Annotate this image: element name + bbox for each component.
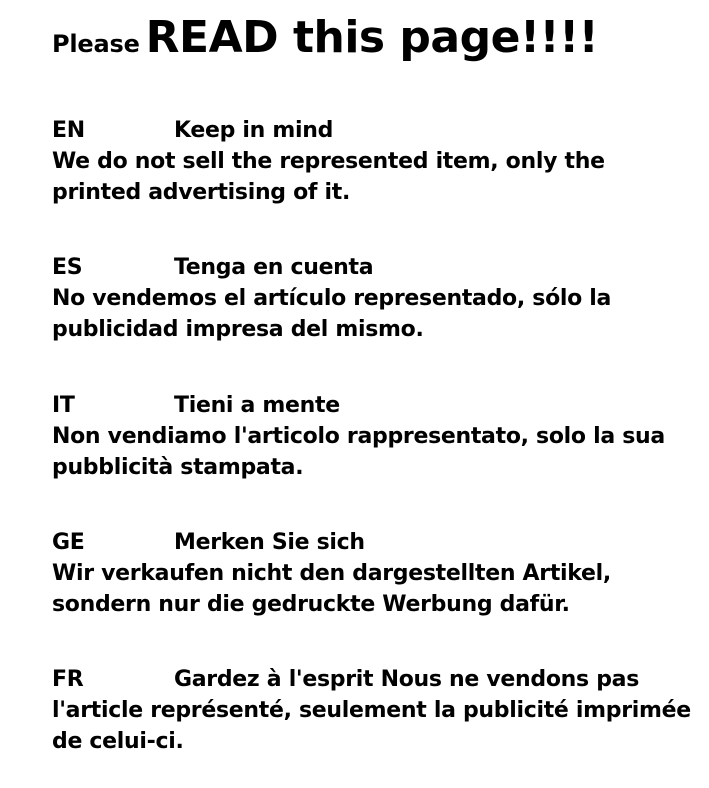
page-title — [52, 12, 598, 63]
notice-heading-row — [52, 527, 692, 558]
language-code: IT — [52, 393, 75, 418]
language-code: GE — [52, 530, 85, 555]
notice-body: Nous ne vendons pas l'article représenté, seulement la publicité imprimée de celui-ci. — [52, 667, 691, 754]
notice-es — [52, 252, 692, 345]
notice-heading: Gardez à l'esprit — [174, 667, 374, 692]
language-code: ES — [52, 255, 83, 280]
notice-body: No vendemos el artículo representado, sólo la publicidad impresa del mismo. — [52, 286, 612, 342]
notice-heading-row — [52, 390, 692, 421]
notice-ge — [52, 527, 692, 620]
language-code: EN — [52, 118, 85, 143]
notice-heading: Tieni a mente — [174, 393, 340, 418]
notice-heading-row — [52, 115, 692, 146]
notice-heading-row — [52, 252, 692, 283]
notice-en — [52, 115, 692, 208]
notice-heading: Merken Sie sich — [174, 530, 365, 555]
notice-heading: Tenga en cuenta — [174, 255, 374, 280]
title-main: READ this page!!!! — [145, 12, 599, 63]
title-prefix: Please — [52, 30, 140, 58]
notice-heading: Keep in mind — [174, 118, 334, 143]
notice-body: Non vendiamo l'articolo rappresentato, solo la sua pubblicità stampata. — [52, 424, 665, 480]
language-code: FR — [52, 667, 84, 692]
notice-body: Wir verkaufen nicht den dargestellten Artikel, sondern nur die gedruckte Werbung dafür. — [52, 561, 611, 617]
notice-body: We do not sell the represented item, only the printed advertising of it. — [52, 149, 605, 205]
notice-fr — [52, 664, 692, 757]
notice-it — [52, 390, 692, 483]
